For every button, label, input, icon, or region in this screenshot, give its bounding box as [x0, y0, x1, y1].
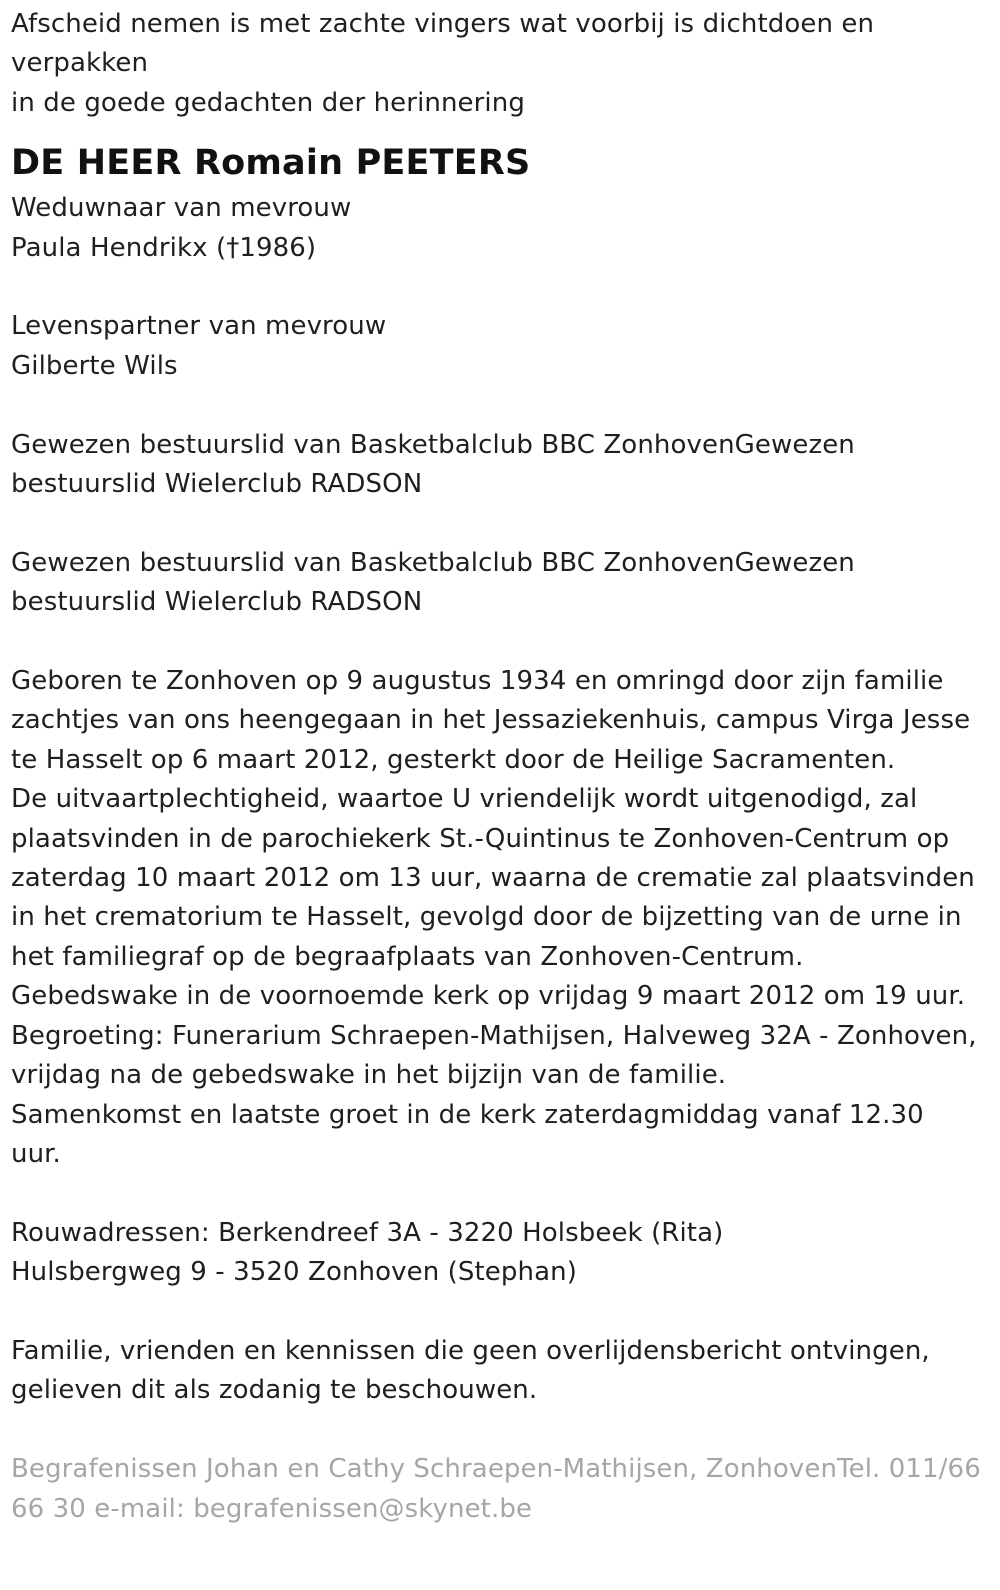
notice-line: gelieven dit als zodanig te beschouwen.	[11, 1375, 538, 1406]
notice-line: Familie, vrienden en kennissen die geen overlijdensbericht ontvingen,	[11, 1335, 930, 1366]
spacer	[11, 1411, 990, 1450]
address-line: Rouwadressen: Berkendreef 3A - 3220 Holsbeek (Rita)	[11, 1217, 724, 1248]
board-member-line: Gewezen bestuurslid van Basketbalclub BBC ZonhovenGewezen	[11, 429, 855, 460]
announcement-line: uur.	[11, 1138, 61, 1169]
partner-line: Levenspartner van mevrouw	[11, 311, 387, 342]
announcement-line: vrijdag na de gebedswake in het bijzijn van de familie.	[11, 1060, 727, 1091]
announcement-line: De uitvaartplechtigheid, waartoe U vriendelijk wordt uitgenodigd, zal	[11, 784, 918, 815]
spacer	[11, 386, 990, 425]
widower-section	[11, 189, 990, 268]
footer-line: Begrafenissen Johan en Cathy Schraepen-Mathijsen, ZonhovenTel. 011/66	[11, 1454, 981, 1485]
board-member-section-1	[11, 426, 990, 505]
announcement-line: Samenkomst en laatste groet in de kerk zaterdagmiddag vanaf 12.30	[11, 1099, 924, 1130]
announcement-line: plaatsvinden in de parochiekerk St.-Quintinus te Zonhoven-Centrum op	[11, 823, 950, 854]
spacer	[11, 623, 990, 662]
poem-line: in de goede gedachten der herinnering	[11, 87, 525, 118]
board-member-line: bestuurslid Wielerclub RADSON	[11, 469, 423, 500]
announcement-line: zachtjes van ons heengegaan in het Jessaziekenhuis, campus Virga Jesse	[11, 705, 971, 736]
poem-line: Afscheid nemen is met zachte vingers wat voorbij is dichtdoen en	[11, 9, 875, 39]
mourning-addresses	[11, 1214, 990, 1293]
announcement-line: Gebedswake in de voornoemde kerk op vrijdag 9 maart 2012 om 19 uur.	[11, 981, 966, 1012]
announcement-line: zaterdag 10 maart 2012 om 13 uur, waarna de crematie zal plaatsvinden	[11, 863, 975, 894]
board-member-line: bestuurslid Wielerclub RADSON	[11, 587, 423, 618]
announcement-line: Begroeting: Funerarium Schraepen-Mathijsen, Halveweg 32A - Zonhoven,	[11, 1020, 977, 1051]
spacer	[11, 1293, 990, 1332]
board-member-section-2	[11, 544, 990, 623]
spacer	[11, 268, 990, 307]
spacer	[11, 504, 990, 543]
announcement	[11, 662, 990, 1174]
deceased-name: DE HEER Romain PEETERS	[11, 143, 531, 184]
poem	[11, 5, 990, 123]
poem-line: verpakken	[11, 48, 149, 79]
partner-line: Gilberte Wils	[11, 350, 178, 381]
funeral-home-footer	[11, 1450, 990, 1529]
notice	[11, 1332, 990, 1411]
widower-line: Paula Hendrikx (†1986)	[11, 232, 317, 263]
address-line: Hulsbergweg 9 - 3520 Zonhoven (Stephan)	[11, 1257, 577, 1288]
announcement-line: te Hasselt op 6 maart 2012, gesterkt door de Heilige Sacramenten.	[11, 744, 896, 775]
widower-line: Weduwnaar van mevrouw	[11, 193, 352, 224]
board-member-line: Gewezen bestuurslid van Basketbalclub BBC ZonhovenGewezen	[11, 547, 855, 578]
partner-section	[11, 307, 990, 386]
spacer	[11, 1174, 990, 1213]
announcement-line: het familiegraf op de begraafplaats van Zonhoven-Centrum.	[11, 941, 804, 972]
announcement-line: in het crematorium te Hasselt, gevolgd door de bijzetting van de urne in	[11, 902, 962, 933]
footer-line: 66 30 e-mail: begrafenissen@skynet.be	[11, 1493, 533, 1524]
announcement-line: Geboren te Zonhoven op 9 augustus 1934 en omringd door zijn familie	[11, 666, 944, 697]
